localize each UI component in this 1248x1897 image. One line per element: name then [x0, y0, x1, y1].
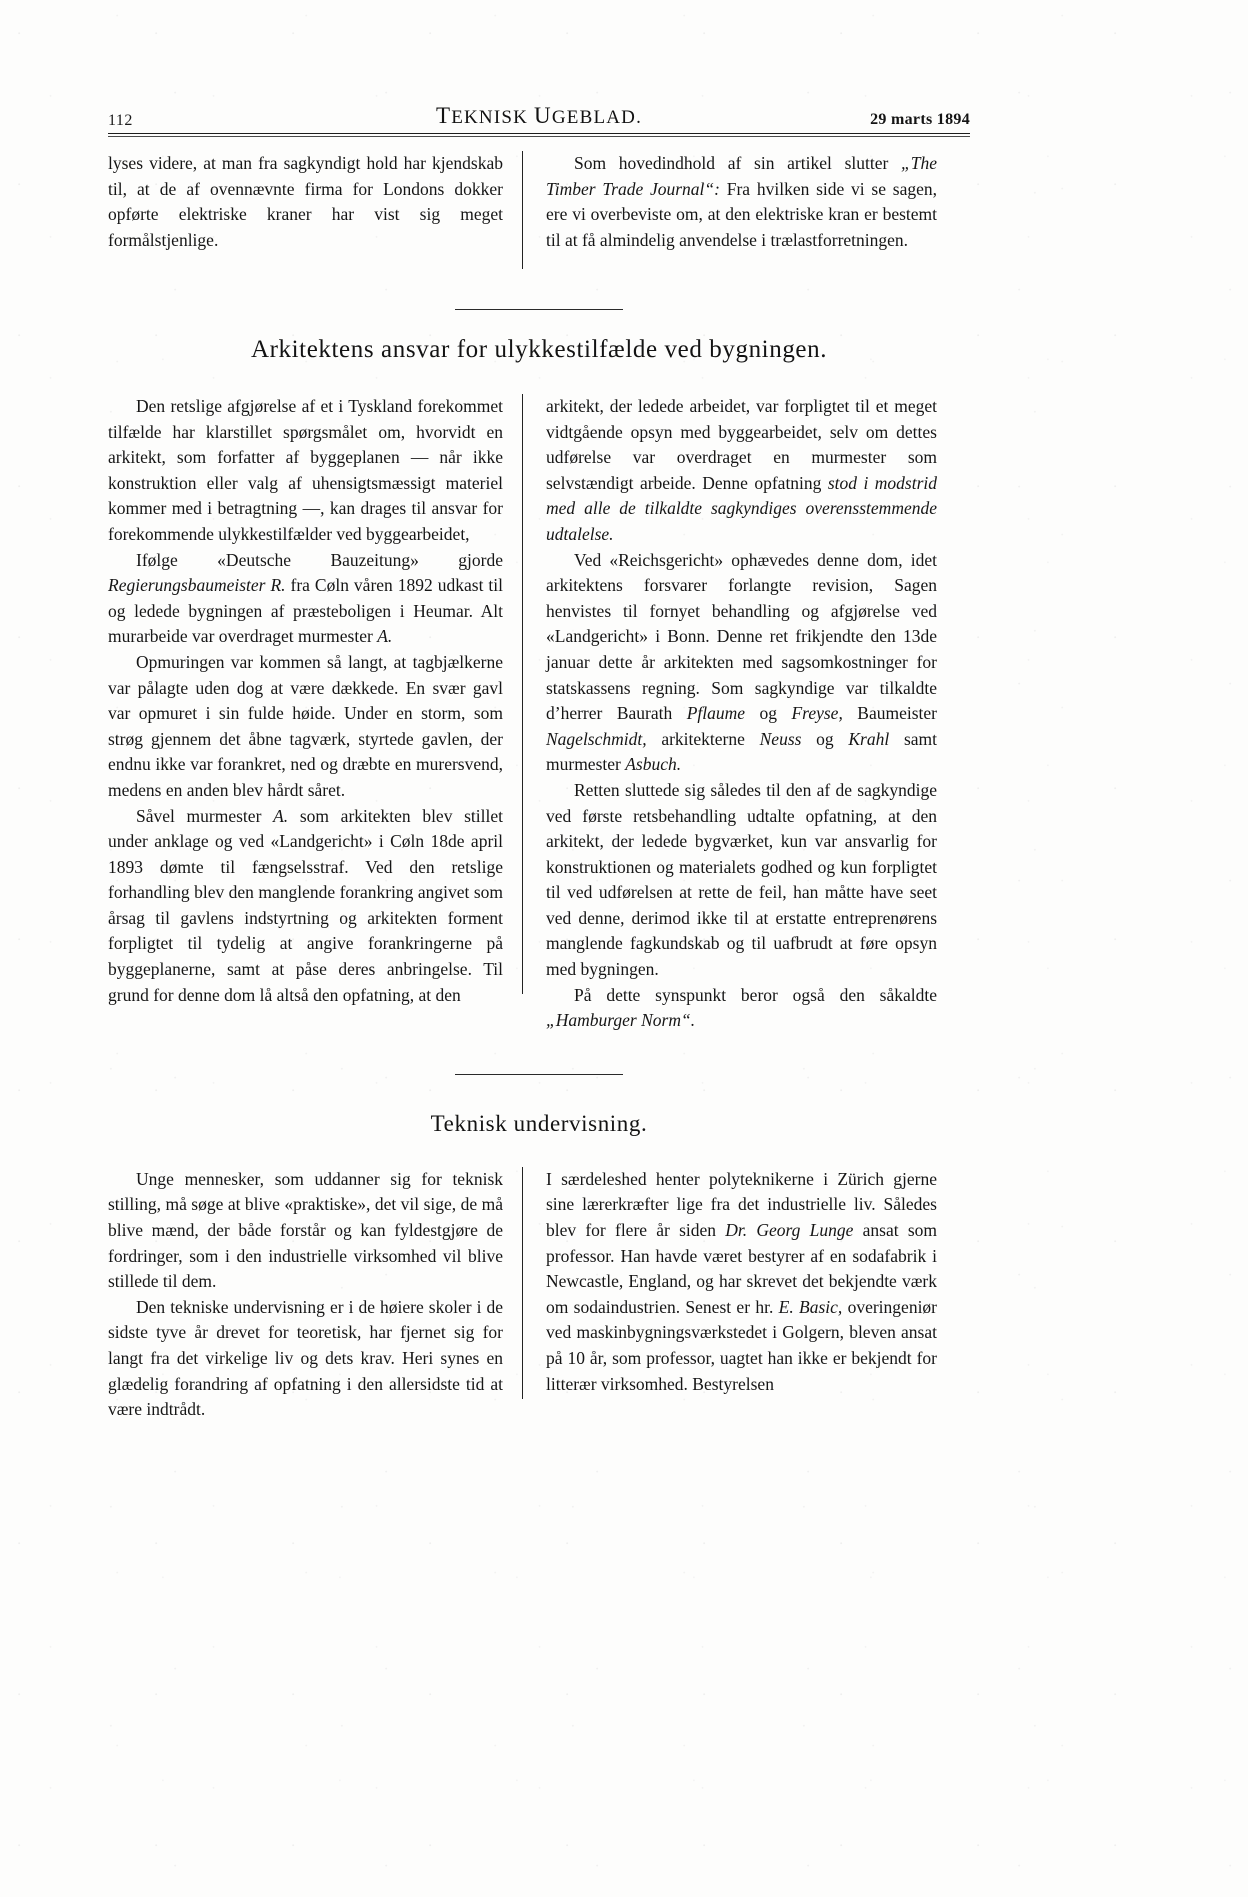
paragraph: [546, 983, 937, 1034]
column-divider: [522, 394, 523, 994]
paragraph: [108, 1295, 503, 1423]
paragraph: [108, 804, 503, 1009]
paragraph: [108, 548, 503, 650]
paragraph: [546, 548, 937, 778]
article-two-columns: [108, 1167, 970, 1423]
text-run: Ifølge «Deutsche Bauzeitung» gjorde: [136, 549, 503, 570]
section-separator-wrap: [108, 1034, 970, 1101]
paragraph: [546, 1167, 937, 1397]
journal-title-part-two: GEBLAD.: [551, 107, 643, 128]
text-run: ansat som professor. Han havde været bestyrer af en sodafabrik i Newcastle, England, og har skrevet det bekjendte værk om sodaindustrien. Senest er hr.: [546, 1220, 937, 1317]
text-run-italic: E. Basic,: [778, 1296, 843, 1317]
journal-title-part-one: EKNISK: [451, 107, 529, 128]
text-run-italic: Asbuch.: [625, 754, 682, 775]
text-run-italic: Regierungsbaumeister R.: [108, 575, 286, 596]
text-run: Som hovedindhold af sin artikel slutter: [574, 153, 902, 173]
journal-title-initial-t: T: [435, 103, 452, 128]
journal-title-initial-u: U: [534, 103, 552, 128]
text-run: overingeniør ved maskinbygningsværkstedet i Golgern, bleven ansat på 10 år, som professor, uagtet han ikke er bekjendt for litterær virksomhed. Bestyrelsen: [546, 1296, 938, 1394]
paragraph: [108, 650, 503, 804]
section-separator: [455, 309, 623, 310]
text-run: Unge mennesker, som uddanner sig for teknisk stilling, må søge at blive «praktiske», det vil sige, de må blive mænd, der både forstår og kan fyldestgjøre de fordringer, som i den industrielle virksomhed vil blive stillede til dem.: [108, 1168, 503, 1292]
text-run-italic: A.: [377, 626, 393, 647]
top-article-left-column: [108, 151, 521, 269]
text-run: Baumeister: [842, 703, 938, 724]
paragraph: [108, 1167, 503, 1295]
article-title: Arkitektens ansvar for ulykkestilfælde ved bygningen.: [250, 336, 828, 363]
article-one-columns: [108, 394, 970, 1034]
section-separator-wrap: [108, 269, 970, 336]
section-separator: [455, 1074, 623, 1075]
text-run: Retten sluttede sig således til den af de sagkyndige ved første retsbehandling udtalte opfatning, at den arkitekt, der ledede bygværket, kun var ansvarlig for konstruktionen og materialets godhed og kun forpligtet til ved udførelsen at rette de feil, han måtte have seet ved denne, derimod ikke til at erstatte entreprenørens manglende fagkundskab og til uafbrudt at føre opsyn med bygningen.: [546, 779, 937, 980]
text-run: og: [745, 703, 792, 724]
text-run-italic: „Hamburger Norm“.: [546, 1010, 696, 1031]
spacer: [108, 1101, 970, 1111]
page-content: [108, 96, 970, 1423]
running-head: [108, 96, 970, 130]
page-number: 112: [108, 112, 133, 129]
text-run: Ved «Reichsgericht» ophævedes denne dom, idet arkitektens forsvarer forlangte revision, Sagen henvistes til fornyet behandling og afgjørelse ved «Landgericht» i Bonn. Denne ret frikjendte den 13de januar dette år arkitekten med sagsomkostninger for statskassens regning. Som sagkyndige var tilkaldte d’herrer Baurath: [546, 549, 937, 724]
text-run: arkitekterne: [646, 728, 760, 749]
text-run-italic: Nagelschmidt,: [546, 728, 647, 749]
paragraph: [108, 394, 503, 548]
text-run: I særdeleshed henter polyteknikerne i Zürich gjerne sine lærerkræfter lige fra det industrielle liv. Således blev for flere år siden: [546, 1168, 937, 1241]
issue-date: 29 marts 1894: [870, 111, 970, 128]
text-run: samt murmester: [546, 728, 938, 775]
text-run: som arkitekten blev stillet under anklage og ved «Landgericht» i Cøln 18de april 1893 dømte til fængselsstraf. Ved den retslige forhandling blev den manglende forankring angivet som årsag til gavlens indstyrtning og arkitekten forment forpligtet til tydelig at angive forankringerne på byggeplanerne, samt at påse deres anbringelse. Til grund for denne dom lå altså den opfatning, at den: [108, 805, 504, 1005]
journal-title: [108, 103, 970, 129]
text-run-italic: Dr. Georg Lunge: [725, 1220, 854, 1241]
paragraph: [546, 778, 937, 983]
text-run: Såvel murmester: [136, 805, 274, 826]
text-run-italic: Pflaume: [686, 703, 746, 724]
text-run: Opmuringen var kommen så langt, at tagbjælkerne var pålagte uden dog at være dækkede. En svær gavl var opmuret i sin fulde høide. Under en storm, som strøg gjennem det åbne tagværk, styrtede gavlen, der endnu ikke var forankret, ned og dræbte en murersvend, medens en anden blev hårdt såret.: [108, 651, 503, 800]
text-run: arkitekt, der ledede arbeidet, var forpligtet til et meget vidtgående opsyn med byggearbeidet, selv om dettes udførelse var overdraget en murmester som selvstændigt arbeide. Denne opfatning: [546, 396, 937, 493]
header-rule: [108, 133, 970, 137]
text-run: Den retslige afgjørelse af et i Tyskland forekommet tilfælde har klarstillet spørgsmålet om, hvorvidt en arkitekt, som forfatter af byggeplanen — når ikke konstruktion eller valg af uhensigtsmæssigt materiel kommer med i betragtning —, kan drages til ansvar for forekommende ulykkestilfælder ved byggearbeidet,: [108, 396, 503, 544]
text-run: På dette synspunkt beror også den såkaldte: [574, 984, 937, 1005]
paragraph: lyses videre, at man fra sagkyndigt hold har kjendskab til, at de af ovennævnte firma for Londons dokker opførte elektriske kraner har vist sig meget formålstjenlige.: [108, 153, 503, 250]
article-one-right-column: [524, 394, 937, 1034]
article-two-right-column: [524, 1167, 937, 1423]
paragraph: [546, 151, 937, 253]
article-one-left-column: [108, 394, 521, 1034]
text-run-italic: A.: [273, 805, 289, 826]
text-run-italic: stod i modstrid med alle de tilkaldte sagkyndiges overensstemmende udtalelse.: [546, 472, 937, 544]
spacer: [108, 364, 970, 394]
text-run: Den tekniske undervisning er i de høiere skoler i de sidste tyve år drevet for teoretisk, har fjernet sig for langt fra det virkelige liv og dets krav. Heri synes en glædelig forandring af opfatning i den allersidste tid at være indtrådt.: [108, 1296, 503, 1420]
paragraph: [546, 394, 937, 548]
text-run: og: [801, 728, 849, 749]
spacer: [108, 1137, 970, 1167]
text-run-italic: Freyse,: [791, 703, 843, 724]
top-article-right-column: [524, 151, 937, 269]
column-divider: [522, 151, 523, 269]
text-run-italic: Krahl: [848, 728, 890, 749]
article-title: Teknisk undervisning.: [430, 1110, 648, 1136]
text-run: fra Cøln våren 1892 udkast til og ledede bygningen af præsteboligen i Heumar. Alt murarbeide var overdraget murmester: [108, 575, 503, 647]
article-two-left-column: [108, 1167, 521, 1423]
top-article-columns: [108, 151, 970, 269]
text-run-italic: „The Timber Trade Journal“:: [546, 153, 937, 199]
column-divider: [522, 1167, 523, 1399]
text-run: Fra hvilken side vi se sagen, ere vi overbeviste om, at den elektriske kran er bestemt til at få almindelig anvendelse i trælastforretningen.: [546, 178, 937, 250]
text-run-italic: Neuss: [759, 728, 802, 749]
